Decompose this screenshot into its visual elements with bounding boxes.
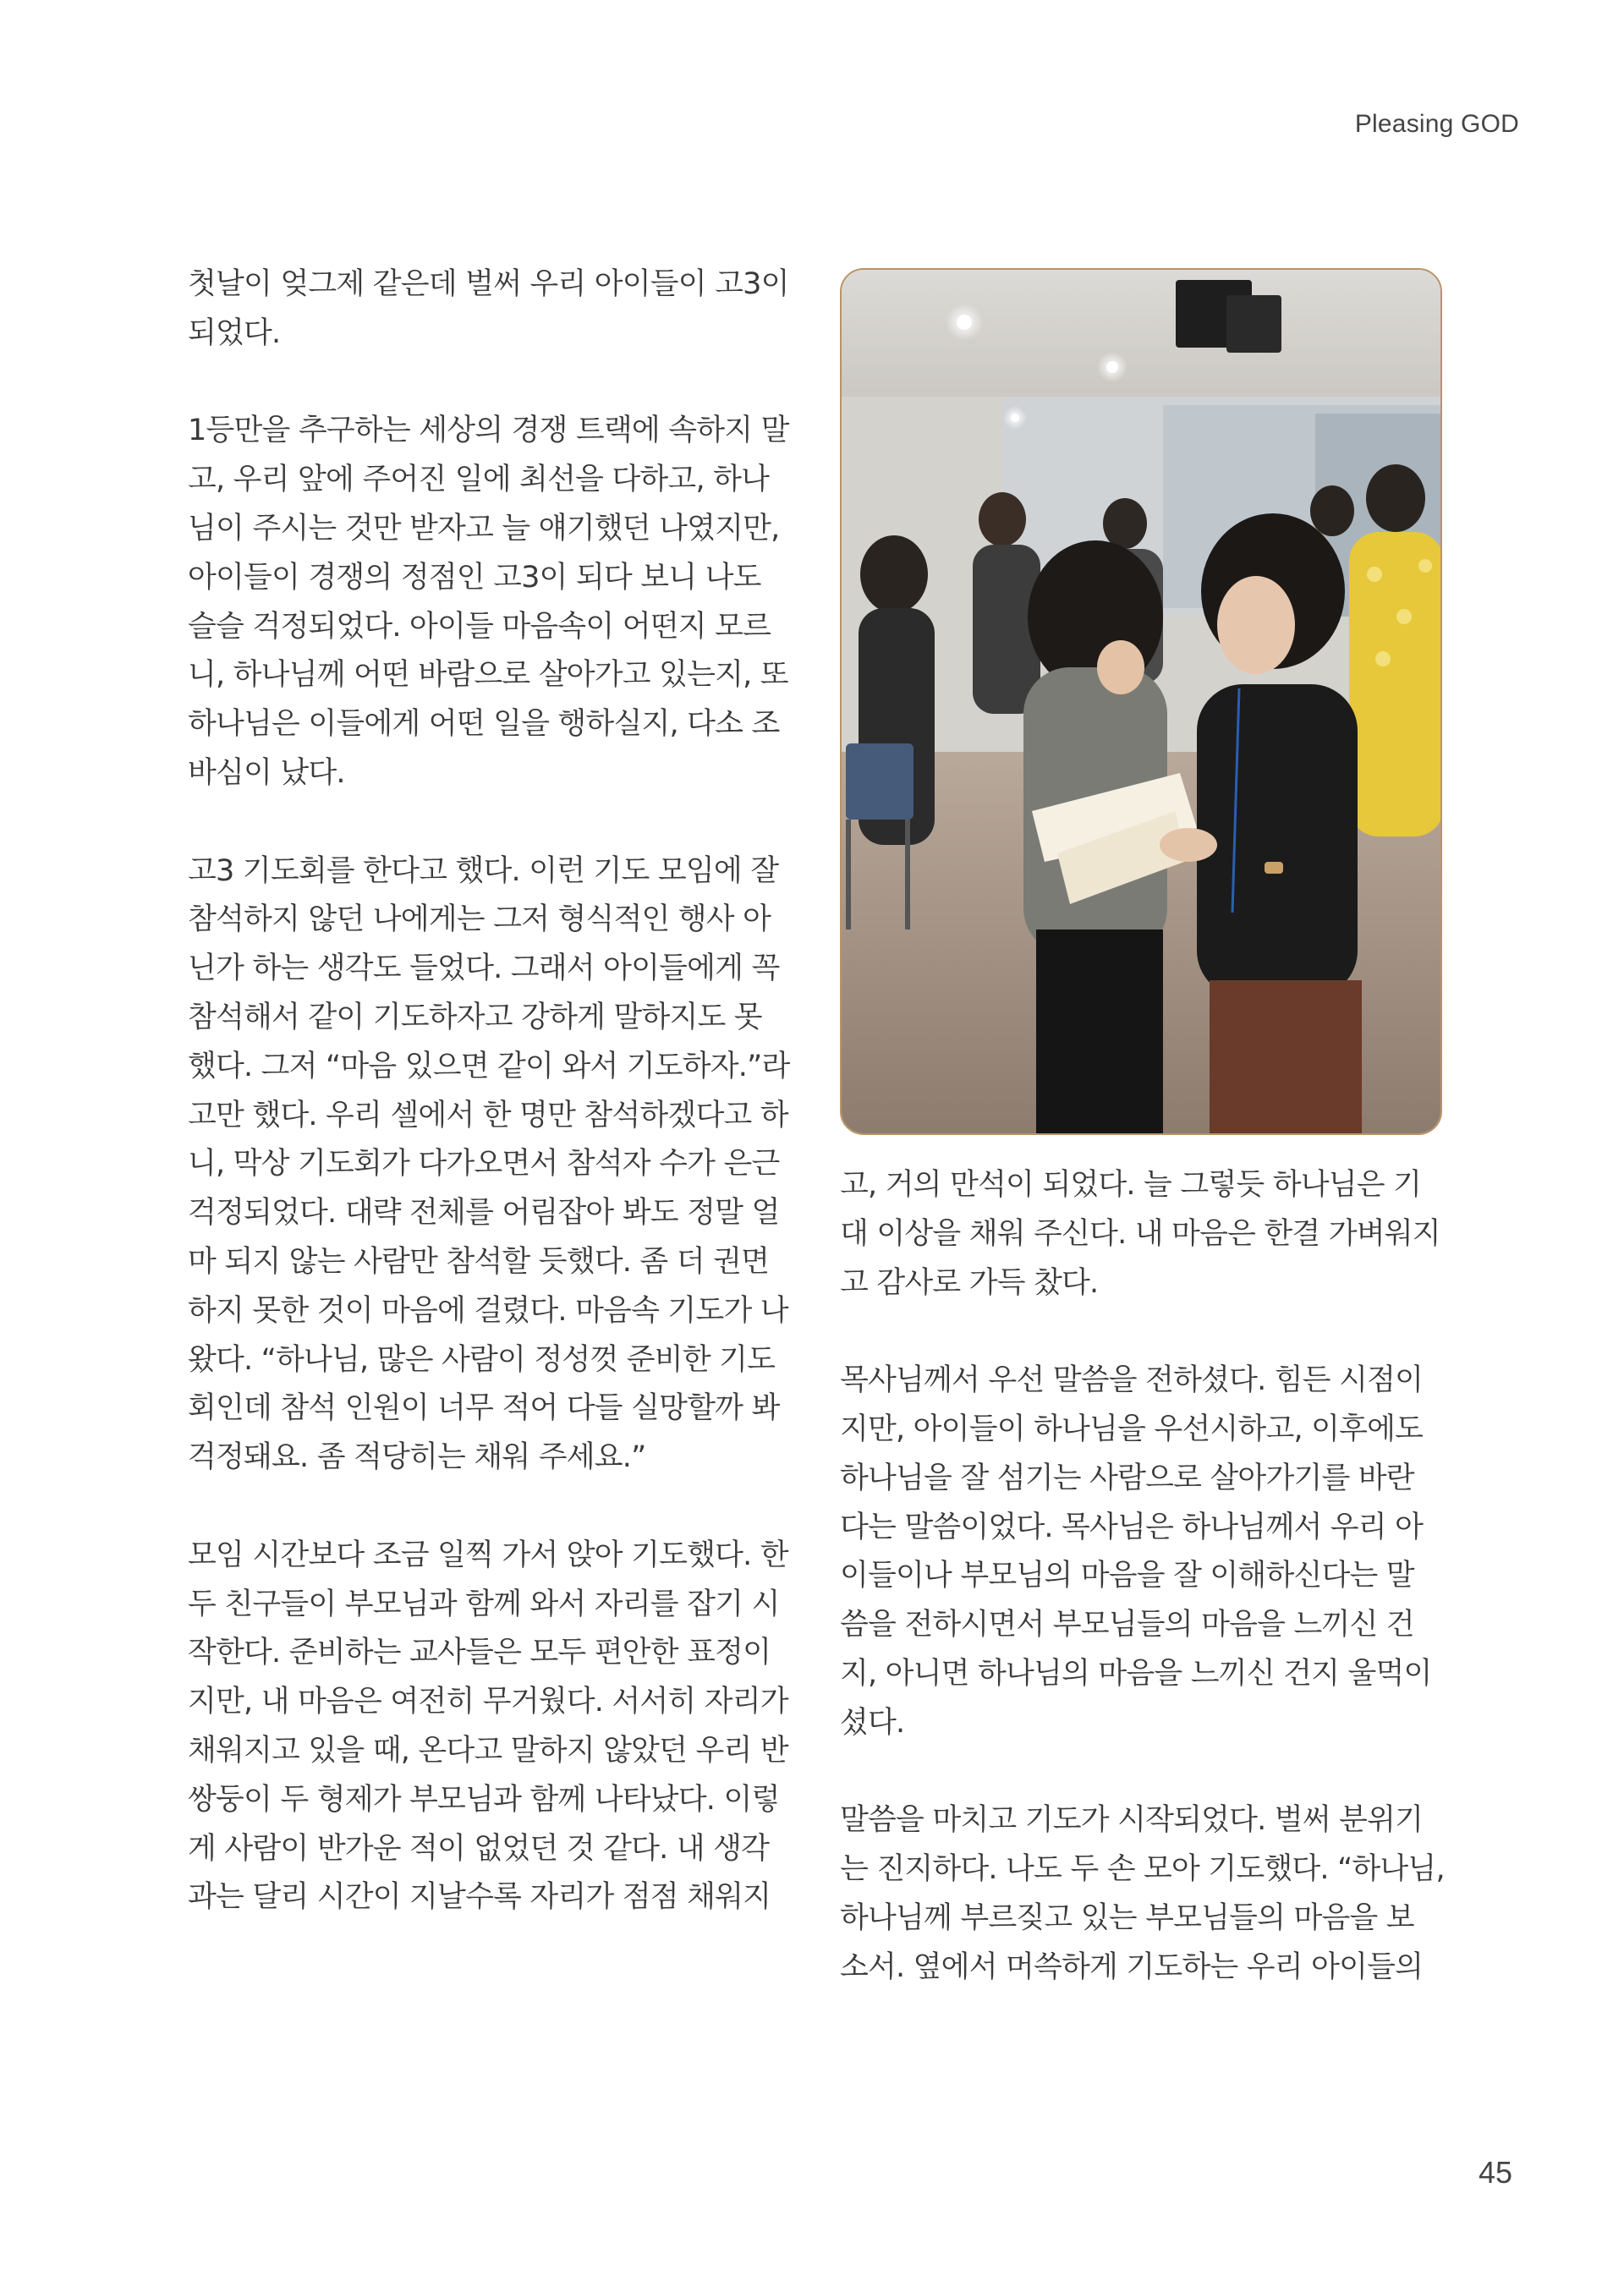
text-line: 하나님은 이들에게 어떤 일을 행하실지, 다소 조 [188,707,780,742]
text-line: 다는 말씀이었다. 목사님은 하나님께서 우리 아 [840,1510,1424,1544]
running-title: Pleasing GOD [1354,110,1519,138]
text-line: 고3 기도회를 한다고 했다. 이런 기도 모임에 잘 [188,853,779,888]
text-line: 지만, 아이들이 하나님을 우선시하고, 이후에도 [840,1412,1424,1446]
text-line: 셨다. [840,1705,905,1740]
text-line: 씀을 전하시면서 부모님들의 마음을 느끼신 건 [840,1608,1414,1642]
text-line: 하나님께 부르짖고 있는 부모님들의 마음을 보 [840,1900,1414,1935]
text-line: 걱정돼요. 좀 적당히는 채워 주세요.” [188,1440,646,1475]
right-column [840,1161,1449,1993]
photo-illustration [842,270,1442,1135]
text-line: 고만 했다. 우리 셀에서 한 명만 참석하겠다고 하 [188,1098,788,1132]
text-line: 슬슬 걱정되었다. 아이들 마음속이 어떤지 모르 [188,609,771,644]
text-line: 마 되지 않는 사람만 참석할 듯했다. 좀 더 권면 [188,1244,770,1279]
text-line: 는 진지하다. 나도 두 손 모아 기도했다. “하나님, [840,1852,1445,1887]
text-line: 대 이상을 채워 주신다. 내 마음은 한결 가벼워지 [840,1216,1440,1251]
text-line: 지, 아니면 하나님의 마음을 느끼신 건지 울먹이 [840,1656,1432,1691]
text-line: 참석해서 같이 기도하자고 강하게 말하지도 못 [188,1000,762,1034]
paragraph-gap [188,1483,797,1532]
text-line: 되었다. [188,315,281,350]
paragraph [840,1796,1449,1992]
paragraph [840,1161,1449,1308]
text-line: 지만, 내 마음은 여전히 무거웠다. 서서히 자리가 [188,1685,788,1719]
text-line: 게 사람이 반가운 적이 없었던 것 같다. 내 생각 [188,1831,770,1866]
text-line: 두 친구들이 부모님과 함께 와서 자리를 잡기 시 [188,1587,780,1621]
text-line: 님이 주시는 것만 받자고 늘 얘기했던 나였지만, [188,511,780,546]
text-line: 모임 시간보다 조금 일찍 가서 앉아 기도했다. 한 [188,1538,788,1572]
text-line: 니, 하나님께 어떤 바람으로 살아가고 있는지, 또 [188,658,788,693]
text-line: 목사님께서 우선 말씀을 전하셨다. 힘든 시점이 [840,1363,1424,1398]
text-line: 소서. 옆에서 머쓱하게 기도하는 우리 아이들의 [840,1949,1424,1984]
text-line: 작한다. 준비하는 교사들은 모두 편안한 표정이 [188,1636,771,1670]
text-line: 회인데 참석 인원이 너무 적어 다들 실망할까 봐 [188,1391,780,1426]
text-line: 했다. 그저 “마음 있으면 같이 와서 기도하자.”라 [188,1049,790,1083]
paragraph-gap [840,1748,1449,1797]
text-line: 왔다. “하나님, 많은 사람이 정성껏 준비한 기도 [188,1342,776,1377]
text-line: 바심이 났다. [188,755,345,790]
text-line: 걱정되었다. 대략 전체를 어림잡아 봐도 정말 얼 [188,1196,780,1231]
paragraph-gap [840,1308,1449,1357]
text-line: 채워지고 있을 때, 온다고 말하지 않았던 우리 반 [188,1733,788,1768]
text-line: 과는 달리 시간이 지날수록 자리가 점점 채워지 [188,1880,771,1915]
paragraph-gap [188,798,797,847]
paragraph-gap [188,359,797,408]
text-line: 첫날이 엊그제 같은데 벌써 우리 아이들이 고3이 [188,267,789,301]
text-line: 닌가 하는 생각도 들었다. 그래서 아이들에게 꼭 [188,951,780,986]
page-number: 45 [1478,2155,1512,2190]
prayer-meeting-photo [840,268,1442,1135]
paragraph [188,847,797,1483]
text-line: 쌍둥이 두 형제가 부모님과 함께 나타났다. 이렇 [188,1782,780,1817]
paragraph [840,1357,1449,1747]
text-line: 1등만을 추구하는 세상의 경쟁 트랙에 속하지 말 [188,414,789,448]
paragraph [188,260,797,359]
text-line: 니, 막상 기도회가 다가오면서 참석자 수가 은근 [188,1147,780,1182]
text-line: 이들이나 부모님의 마음을 잘 이해하신다는 말 [840,1559,1414,1593]
text-line: 고, 거의 만석이 되었다. 늘 그렇듯 하나님은 기 [840,1168,1422,1202]
left-column [188,260,797,1922]
paragraph [188,407,797,798]
text-line: 고 감사로 가득 찼다. [840,1265,1099,1300]
text-line: 아이들이 경쟁의 정점인 고3이 되다 보니 나도 [188,560,761,595]
text-line: 참석하지 않던 나에게는 그저 형식적인 행사 아 [188,902,771,937]
text-line: 말씀을 마치고 기도가 시작되었다. 벌써 분위기 [840,1803,1424,1838]
text-line: 고, 우리 앞에 주어진 일에 최선을 다하고, 하나 [188,463,770,497]
text-line: 하나님을 잘 섬기는 사람으로 살아가기를 바란 [840,1461,1414,1495]
text-line: 하지 못한 것이 마음에 걸렸다. 마음속 기도가 나 [188,1293,788,1328]
paragraph [188,1532,797,1922]
